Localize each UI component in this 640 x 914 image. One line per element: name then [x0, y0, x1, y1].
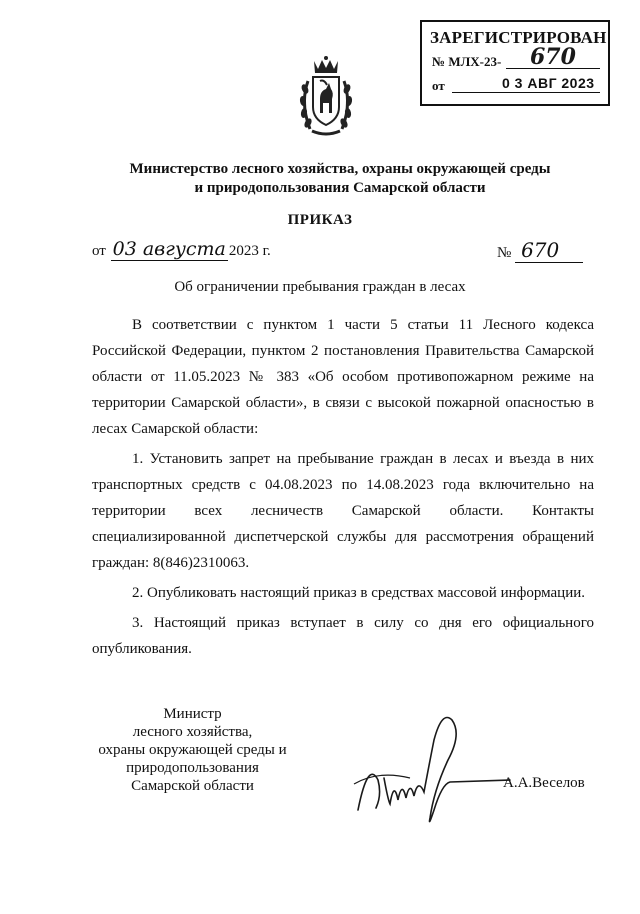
ministry-name — [60, 160, 620, 198]
stamp-title: ЗАРЕГИСТРИРОВАН — [430, 28, 607, 47]
position-line-5: Самарской области — [131, 778, 254, 794]
samara-coat-of-arms-icon — [296, 55, 356, 139]
position-line-4: природопользования — [126, 760, 259, 776]
signer-name: А.А.Веселов — [503, 775, 585, 791]
document-type: ПРИКАЗ — [287, 212, 353, 228]
date-prefix: от — [92, 243, 106, 259]
registration-stamp — [420, 20, 610, 106]
stamp-date-underline — [452, 92, 600, 93]
position-line-3: охраны окружающей среды и — [98, 742, 287, 758]
order-item-2: 2. Опубликовать настоящий приказ в средствах массовой информации. — [132, 585, 586, 601]
order-item-1: 1. Установить запрет на пребывание граждан в лесах и въезда в них транспортных средств с 04.08.2023 по 14.08.2023 года включительно на территории всех лесничеств Самарской области. Контакты специализированной диспетчерской службы для рассмотрения обращений граждан: 8(846)2310063. — [92, 451, 594, 571]
number-handwritten: 670 — [515, 238, 583, 263]
stamp-number-row — [430, 44, 600, 72]
ministry-line-1: Министерство лесного хозяйства, охраны окружающей среды — [129, 161, 551, 177]
order-body — [92, 312, 594, 666]
signer-position — [80, 705, 305, 795]
stamp-number-label: № МЛХ-23- — [432, 54, 502, 69]
date-suffix: 2023 г. — [228, 243, 271, 259]
order-date — [92, 238, 271, 261]
stamp-date-value: 0 3 АВГ 2023 — [502, 75, 595, 91]
stamp-number-handwritten: 670 — [530, 44, 576, 70]
handwritten-signature — [338, 700, 518, 830]
stamp-date-row — [430, 72, 600, 96]
number-prefix: № — [497, 245, 512, 261]
position-line-2: лесного хозяйства, — [132, 724, 253, 740]
order-number — [497, 238, 583, 263]
preamble-paragraph: В соответствии с пунктом 1 части 5 статьи 11 Лесного кодекса Российской Федерации, пунктом 2 постановления Правительства Самарской области от 11.05.2023 № 383 «Об особом противопожарном режиме на территории Самарской области», в связи с высокой пожарной опасностью в лесах Самарской области: — [92, 317, 594, 437]
order-subject: Об ограничении пребывания граждан в лесах — [174, 279, 466, 295]
stamp-date-label: от — [432, 78, 445, 93]
ministry-line-2: и природопользования Самарской области — [194, 180, 486, 196]
order-item-3: 3. Настоящий приказ вступает в силу со дня его официального опубликования. — [92, 615, 594, 657]
date-handwritten: 03 августа — [112, 238, 226, 260]
position-line-1: Министр — [163, 706, 222, 722]
